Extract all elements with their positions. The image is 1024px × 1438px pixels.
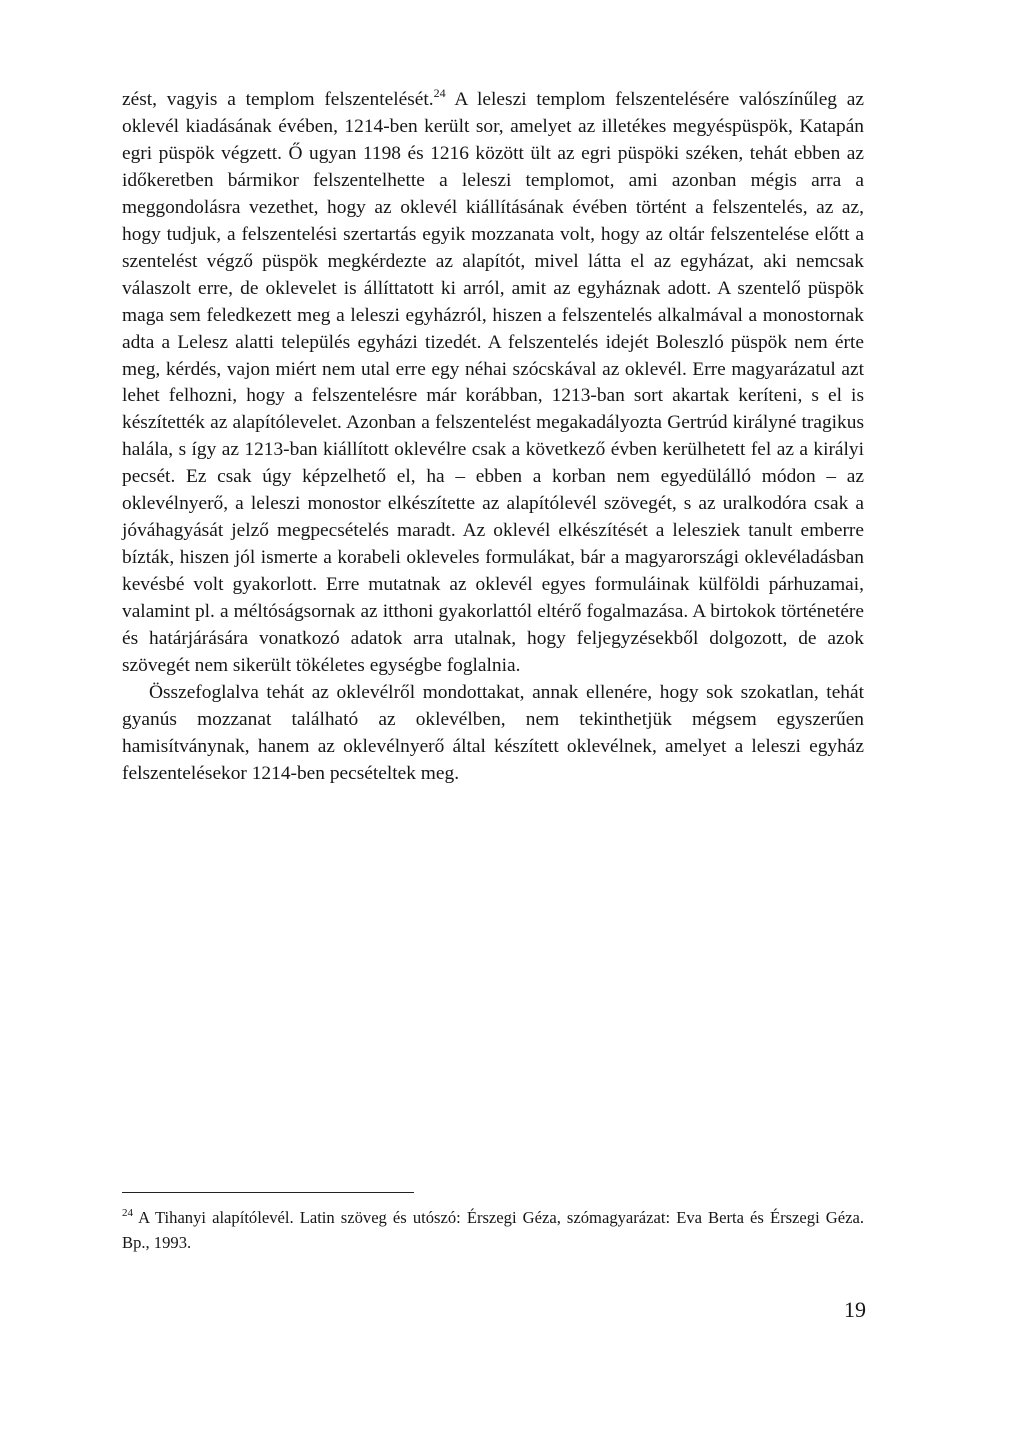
footnote-text: A Tihanyi alapítólevél. Latin szöveg és utószó: Érszegi Géza, szómagyarázat: Eva Berta és Érszegi Géza. Bp., 1993. bbox=[122, 1208, 864, 1252]
page-number: 19 bbox=[844, 1297, 866, 1322]
footnote-separator bbox=[122, 1192, 414, 1193]
paragraph-1-rest: A leleszi templom felszentelésére valószínűleg az oklevél kiadásának évében, 1214-ben került sor, amelyet az illetékes megyéspüspök, Katapán egri püspök végzett. Ő ugyan 1198 és 1216 között ült az egri püspöki széken, tehát ebben az időkeretben bármikor felszentelhette a leleszi templomot, ami azonban mégis arra a meggondolásra vezethet, hogy az oklevél kiállításának évében történt a felszentelés, az az, hogy tudjuk, a felszentelési szertartás egyik mozzanata volt, hogy az oltár felszentelése előtt a szentelést végző püspök megkérdezte az alapítót, mivel látta el az egyházat, aki nemcsak válaszolt erre, de oklevelet is állíttatott ki arról, amit az egyháznak adott. A szentelő püspök maga sem feledkezett meg a leleszi egyházról, hiszen a felszentelés alkalmával a monostornak adta a Lelesz alatti település egyházi tizedét. A felszentelés idejét Boleszló püspök nem érte meg, kérdés, vajon miért nem utal erre egy néhai szócskával az oklevél. Erre magyarázatul azt lehet felhozni, hogy a felszentelésre már korábban, 1213-ban sort akartak keríteni, s el is készítették az alapítólevelet. Azonban a felszentelést megakadályozta Gertrúd királyné tragikus halála, s így az 1213-ban kiállított oklevélre csak a következő évben kerülhetett fel az a királyi pecsét. Ez csak úgy képzelhető el, ha – ebben a korban nem egyedülálló módon – az oklevélnyerő, a leleszi monostor elkészítette az alapítólevél szövegét, s az uralkodóra csak a jóváhagyását jelző megpecsételés maradt. Az oklevél elkészítését a lelesziek tanult emberre bízták, hiszen jól ismerte a korabeli okleveles formulákat, bár a magyarországi oklevéladásban kevésbé volt gyakorlott. Erre mutatnak az oklevél egyes formuláinak külföldi párhuzamai, valamint pl. a méltóságsornak az itthoni gyakorlattól eltérő fogalmazása. A birtokok történetére és határjárására vonatkozó adatok arra utalnak, hogy feljegyzésekből dolgozott, de azok szövegét nem sikerült tökéletes egységbe foglalnia. bbox=[122, 89, 864, 677]
paragraph-2: Összefoglalva tehát az oklevélről mondottakat, annak ellenére, hogy sok szokatlan, tehát gyanús mozzanat található az oklevélben, nem tekinthetjük mégsem egyszerűen hamisítványnak, hanem az oklevélnyerő által készített oklevélnek, amelyet a leleszi egyház felszentelésekor 1214-ben pecsételtek meg. bbox=[122, 681, 864, 784]
paragraph-1-start: zést, vagyis a templom felszentelését. bbox=[122, 89, 434, 110]
footnote bbox=[122, 1205, 864, 1255]
footnote-marker: 24 bbox=[122, 1207, 133, 1219]
main-text bbox=[122, 87, 864, 788]
paragraph-1 bbox=[122, 87, 864, 680]
footnote-reference: 24 bbox=[433, 86, 446, 100]
